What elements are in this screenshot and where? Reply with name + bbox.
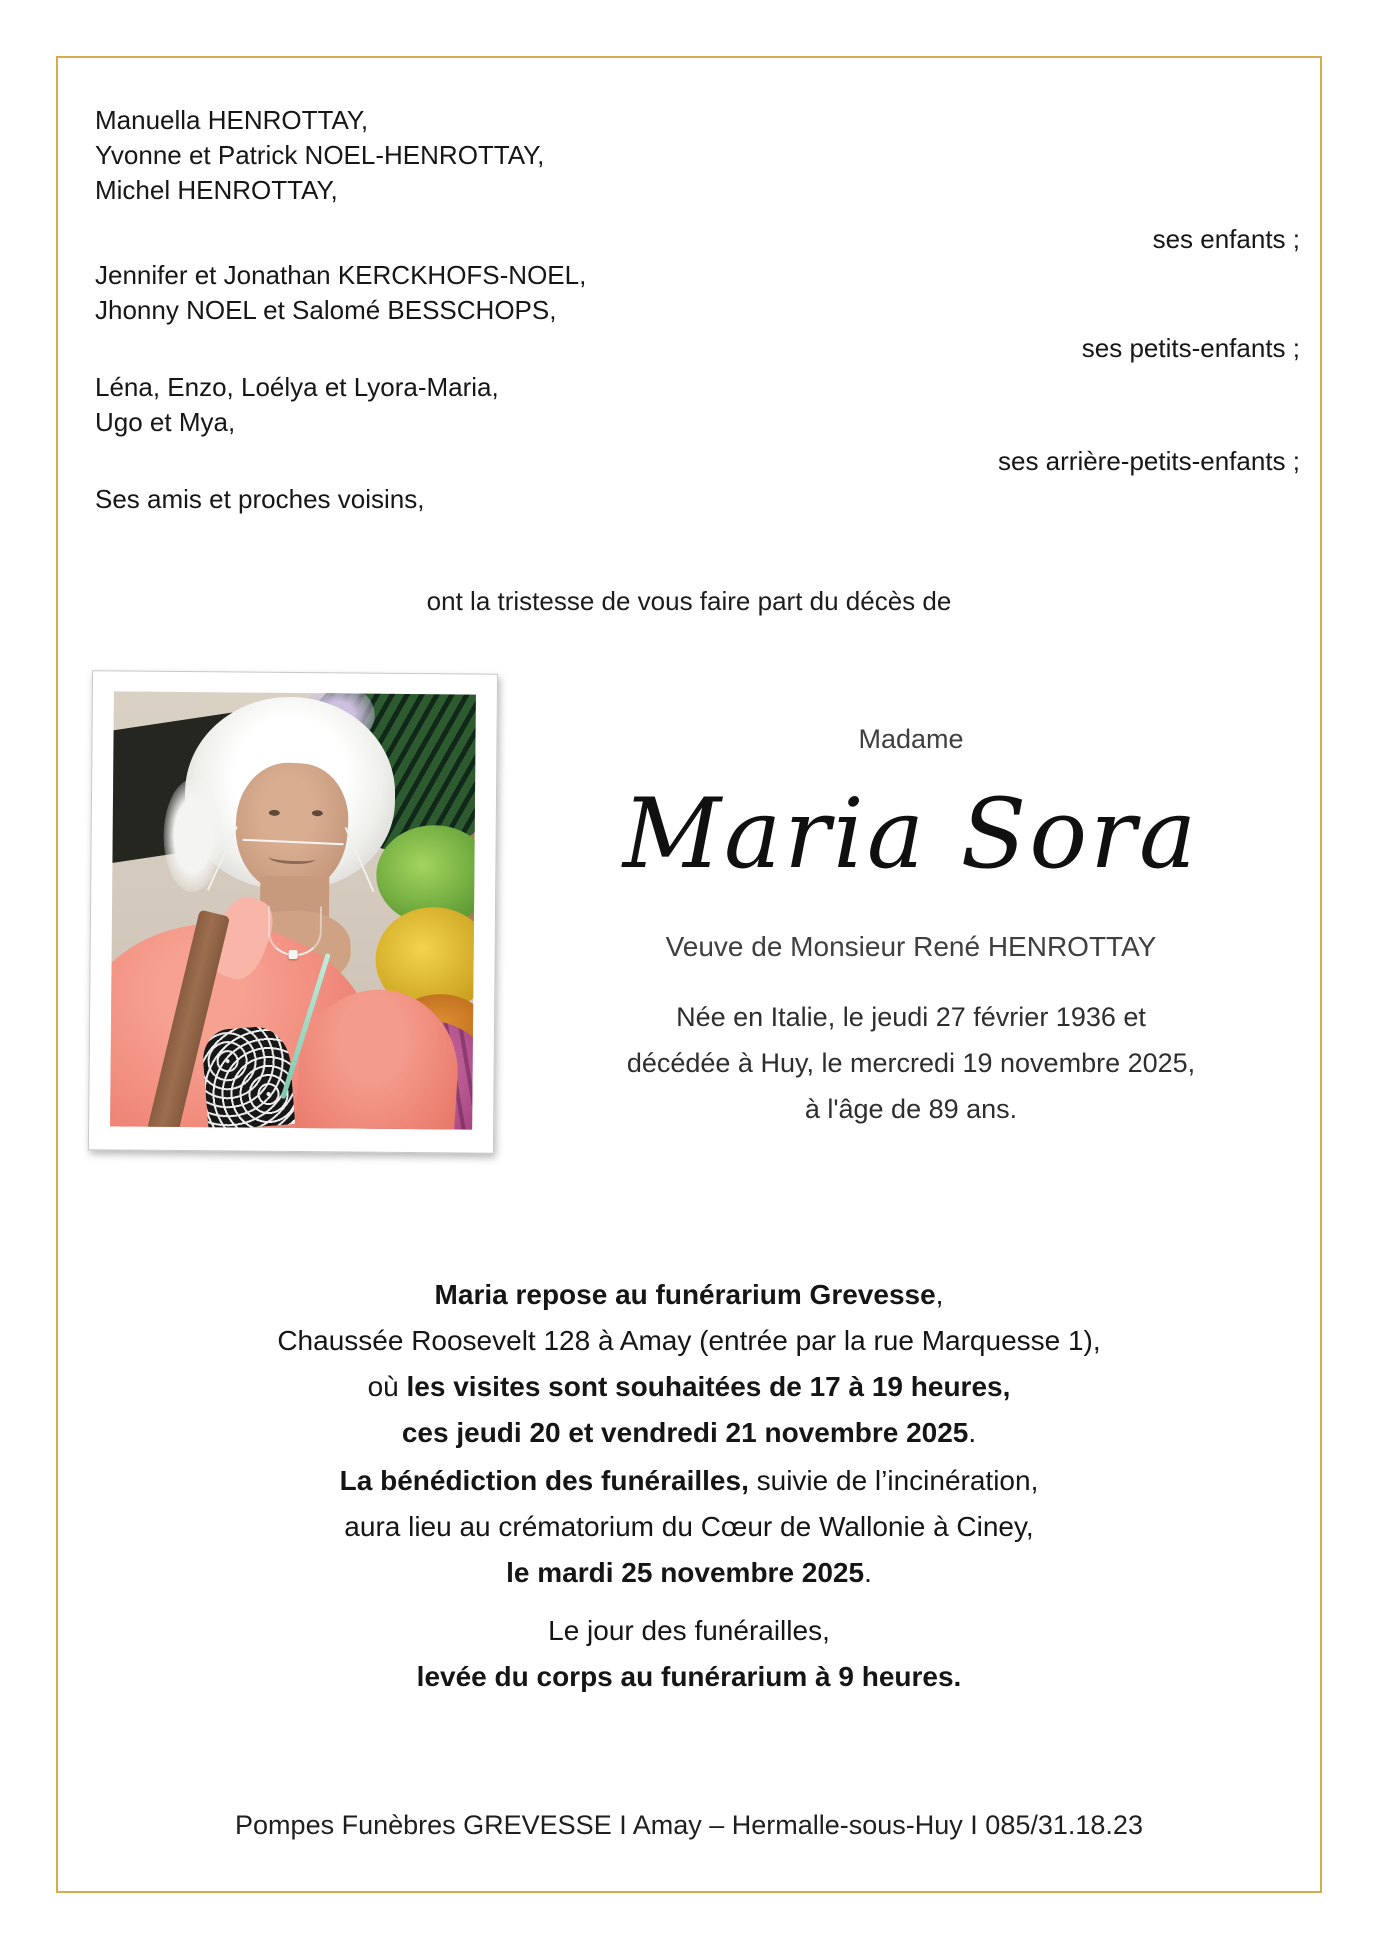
funeral-day-line-1: Le jour des funérailles, xyxy=(548,1615,830,1646)
portrait-photo-frame xyxy=(88,670,498,1154)
benediction-line-1 xyxy=(0,1458,1378,1504)
life-line-age: à l'âge de 89 ans. xyxy=(804,1094,1018,1124)
benediction-line-3-bold: le mardi 25 novembre 2025 xyxy=(506,1557,865,1588)
name-line: Manuella HENROTTAY, xyxy=(95,105,369,135)
wake-line-4-rest: . xyxy=(968,1417,977,1448)
wake-line-2: Chaussée Roosevelt 128 à Amay (entrée par la rue Marquesse 1), xyxy=(277,1325,1101,1356)
grandchildren-names-block xyxy=(95,258,586,328)
photo-pendant xyxy=(289,950,298,959)
name-line: Michel HENROTTAY, xyxy=(95,175,338,205)
greatgrandchildren-names-block xyxy=(95,370,499,440)
wake-line-3 xyxy=(0,1364,1378,1410)
name-line: Yvonne et Patrick NOEL-HENROTTAY, xyxy=(95,140,545,170)
wake-line-1-rest: , xyxy=(935,1279,944,1310)
benediction-block xyxy=(0,1458,1378,1596)
deceased-title: Madame xyxy=(858,724,964,754)
footer-line: Pompes Funèbres GREVESSE I Amay – Hermalle-sous-Huy I 085/31.18.23 xyxy=(235,1810,1143,1840)
wake-line-1 xyxy=(0,1272,1378,1318)
name-line: Jhonny NOEL et Salomé BESSCHOPS, xyxy=(95,295,557,325)
grandchildren-label: ses petits-enfants ; xyxy=(1081,333,1300,363)
benediction-line-3 xyxy=(0,1550,1378,1596)
children-names-block xyxy=(95,103,544,208)
benediction-line-3-rest: . xyxy=(864,1557,872,1588)
deceased-name: Maria Sora xyxy=(622,778,1200,890)
funeral-day-line-2: levée du corps au funérarium à 9 heures. xyxy=(416,1661,962,1692)
wake-line-3-bold: les visites sont souhaitées de 17 à 19 heures, xyxy=(406,1371,1011,1402)
life-line-death: décédée à Huy, le mercredi 19 novembre 2025, xyxy=(626,1048,1196,1078)
friends-line: Ses amis et proches voisins, xyxy=(95,484,425,514)
name-line: Léna, Enzo, Loélya et Lyora-Maria, xyxy=(95,372,499,402)
life-line-birth: Née en Italie, le jeudi 27 février 1936 et xyxy=(676,1002,1146,1032)
name-line: Ugo et Mya, xyxy=(95,407,236,437)
funeral-day-block xyxy=(0,1608,1378,1700)
benediction-line-1-bold: La bénédiction des funérailles, xyxy=(339,1465,749,1496)
intro-line: ont la tristesse de vous faire part du décès de xyxy=(426,586,952,616)
wake-line-4-bold: ces jeudi 20 et vendredi 21 novembre 2025 xyxy=(401,1417,969,1448)
widow-line: Veuve de Monsieur René HENROTTAY xyxy=(665,931,1157,962)
wake-line-3-prefix: où xyxy=(367,1371,407,1402)
deceased-column xyxy=(500,722,1322,1132)
children-label: ses enfants ; xyxy=(1152,224,1300,254)
wake-block xyxy=(0,1272,1378,1456)
greatgrandchildren-label: ses arrière-petits-enfants ; xyxy=(997,446,1300,476)
portrait-photo xyxy=(110,691,476,1129)
wake-line-1-bold: Maria repose au funérarium Grevesse xyxy=(434,1279,936,1310)
photo-patterned-top xyxy=(201,1024,295,1129)
wake-line-4 xyxy=(0,1410,1378,1456)
benediction-line-2: aura lieu au crématorium du Cœur de Wallonie à Ciney, xyxy=(344,1511,1034,1542)
name-line: Jennifer et Jonathan KERCKHOFS-NOEL, xyxy=(95,260,587,290)
benediction-line-1-rest: suivie de l’incinération, xyxy=(748,1465,1039,1496)
